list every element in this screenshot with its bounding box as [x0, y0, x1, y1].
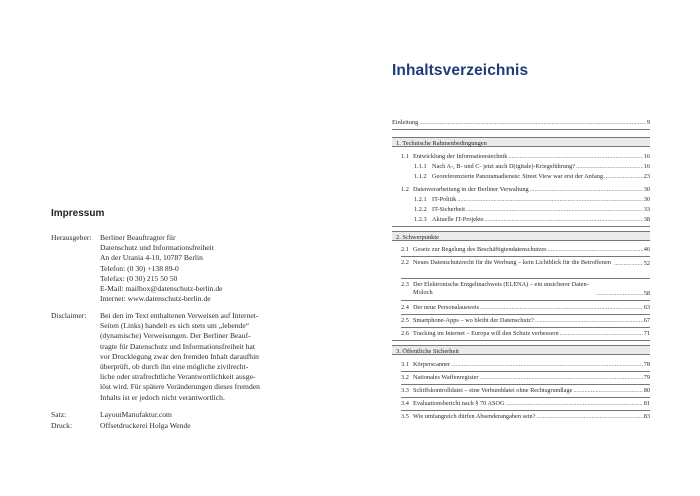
disclaimer-line: tragte für Datenschutz und Informationsfreiheit hat [100, 341, 255, 351]
toc-entry-page: 81 [643, 400, 650, 407]
toc-entry[interactable] [401, 246, 650, 254]
toc-entry-number: 1.2.3 [414, 216, 427, 223]
toc-entry-page: 58 [643, 289, 650, 297]
toc-entry-page: 52 [643, 259, 650, 267]
toc-entry-number: 2.3 [401, 281, 409, 288]
toc-entry-page: 83 [643, 413, 650, 420]
toc-entry-text: Körperscanner [413, 361, 451, 368]
toc-entry-text: Smartphone-Apps – wo bleibt der Datenschutz? [413, 317, 534, 324]
toc-entry[interactable] [414, 216, 650, 224]
toc-entry-number: 1.2 [401, 186, 409, 193]
publisher-block [51, 233, 291, 305]
dot-leader [537, 413, 643, 421]
toc-entry-text: IT-Politik [432, 196, 457, 203]
divider [401, 327, 650, 328]
section-heading-text: 1. Technische Rahmenbedingungen [396, 139, 487, 147]
toc-entry[interactable] [401, 281, 650, 297]
dot-leader [419, 119, 646, 127]
typesetting-value: LayoutManufaktur.com [100, 410, 172, 419]
toc-entry-number: 2.1 [401, 246, 409, 253]
disclaimer-text [100, 311, 300, 403]
dot-leader [485, 216, 643, 224]
toc-entry-text: Nach A-, B- und C- jetzt auch D(igitale)-Kriegsführung? [432, 163, 576, 170]
toc-section-heading [392, 137, 650, 147]
toc-entry-text: Evaluationsbericht nach § 70 ASOG [413, 400, 505, 407]
section-heading-text: 3. Öffentliche Sicherheit [396, 347, 459, 355]
toc-entry[interactable] [401, 361, 650, 369]
printing-label: Druck: [51, 421, 73, 430]
toc-entry-page: 9 [646, 119, 650, 126]
toc-entry-number: 2.5 [401, 317, 409, 324]
toc-entry-page: 80 [643, 387, 650, 394]
toc-entry-number: 3.5 [401, 413, 409, 420]
toc-entry-text: Entwicklung der Informationstechnik [413, 153, 508, 160]
printing-block [51, 421, 291, 432]
dot-leader [548, 246, 643, 254]
toc-entry[interactable] [401, 186, 650, 194]
toc-entry-text: Der neue Personalausweis [413, 304, 480, 311]
publisher-line: Telefon: (0 30) +138 89-0 [100, 263, 179, 273]
impressum-heading: Impressum [51, 208, 105, 219]
toc-entry-text: Nationales Waffenregister [413, 374, 479, 381]
typesetting-label: Satz: [51, 410, 67, 419]
section-heading-text: 2. Schwerpunkte [396, 233, 439, 241]
toc-entry-text: Schiffskontrolldatei – eine Verbunddatei ohne Rechtsgrundlage [413, 387, 573, 394]
dot-leader [480, 304, 643, 312]
divider [392, 226, 650, 227]
disclaimer-line: Seiten (Links) handelt es sich stets um „lebende“ [100, 321, 250, 331]
publisher-line: Berliner Beauftragter für [100, 233, 176, 242]
toc-entry-number: 1.1.1 [414, 163, 427, 170]
dot-leader [508, 153, 642, 161]
publisher-line: Telefax: (0 30) 215 50 50 [100, 273, 178, 283]
toc-entry[interactable] [414, 196, 650, 204]
toc-entry-text: Gesetz zur Regelung des Beschäftigtendatenschutzes [413, 246, 547, 253]
toc-entry-page: 78 [643, 361, 650, 368]
divider [401, 278, 650, 279]
toc-section-heading [392, 345, 650, 355]
toc-entry-page: 67 [643, 317, 650, 324]
publisher-line: E-Mail: mailbox@datenschutz-berlin.de [100, 284, 223, 294]
disclaimer-label: Disclaimer: [51, 311, 87, 320]
toc-entry-number: 2.2 [401, 259, 409, 266]
dot-leader [457, 196, 642, 204]
toc-entry-number: 3.2 [401, 374, 409, 381]
toc-entry-number: 1.1.2 [414, 173, 427, 180]
toc-entry-number: 2.6 [401, 330, 409, 337]
toc-entry-number: 1.2.2 [414, 206, 427, 213]
disclaimer-line: (dynamische) Verweisungen. Der Berliner Beauf- [100, 331, 251, 341]
divider [401, 397, 650, 398]
dot-leader [506, 400, 643, 408]
dot-leader [573, 387, 642, 395]
publisher-line: Internet: www.datenschutz-berlin.de [100, 294, 211, 304]
toc-entry-page: 16 [643, 153, 650, 160]
toc-entry-text: Aktuelle IT-Projekte [432, 216, 484, 223]
toc-entry-page: 63 [643, 304, 650, 311]
toc-entry-text: Einleitung [392, 119, 419, 126]
divider [401, 410, 650, 411]
toc-entry-page: 16 [643, 163, 650, 170]
dot-leader [535, 317, 643, 325]
toc-entry-text: IT-Sicherheit [432, 206, 465, 213]
dot-leader [451, 361, 643, 369]
publisher-label: Herausgeber: [51, 233, 92, 242]
divider [401, 371, 650, 372]
toc-entry-page: 46 [643, 246, 650, 253]
publisher-line: An der Urania 4-10, 10787 Berlin [100, 253, 203, 263]
divider [401, 256, 650, 257]
toc-entry-page: 30 [643, 196, 650, 203]
toc-entry[interactable] [401, 413, 650, 421]
divider [401, 314, 650, 315]
toc-entry-number: 3.1 [401, 361, 409, 368]
toc-entry[interactable] [414, 173, 650, 181]
disclaimer-block [51, 311, 291, 403]
publisher-details [100, 233, 300, 304]
toc-title: Inhaltsverzeichnis [392, 62, 529, 79]
dot-leader [466, 206, 643, 214]
toc-entry[interactable] [401, 259, 650, 267]
typesetting-block [51, 410, 291, 421]
toc-entry-page: 79 [643, 374, 650, 381]
disclaimer-line: vor Drucklegung zwar den fremden Inhalt daraufhin [100, 351, 259, 361]
toc-entry-text: Wie umfangreich dürfen Absenderangaben sein? [413, 413, 536, 420]
dot-leader [480, 374, 643, 382]
divider [392, 129, 650, 130]
toc-entry[interactable] [401, 400, 650, 408]
dot-leader [560, 330, 643, 338]
toc-entry-text: Georeferenzierte Panoramadienste: Street View war erst der Anfang [432, 173, 604, 180]
toc-entry[interactable] [414, 206, 650, 214]
dot-leader [614, 260, 643, 268]
toc-entry[interactable] [414, 163, 650, 171]
dot-leader [576, 163, 643, 171]
toc-entry[interactable] [401, 304, 650, 312]
toc-entry-page: 33 [643, 206, 650, 213]
toc-entry-number: 1.2.1 [414, 196, 427, 203]
toc-entry-number: 2.4 [401, 304, 409, 311]
toc-entry-page: 23 [643, 173, 650, 180]
toc-entry-page: 38 [643, 216, 650, 223]
toc-entry-number: 3.4 [401, 400, 409, 407]
dot-leader [596, 290, 643, 298]
disclaimer-line: Inhalts ist er jedoch nicht verantwortlich. [100, 392, 225, 402]
toc-entry[interactable] [401, 153, 650, 161]
toc-entry-text: Datenverarbeitung in der Berliner Verwaltung [413, 186, 529, 193]
toc-entry-number: 1.1 [401, 153, 409, 160]
disclaimer-line: überprüft, ob durch ihn eine mögliche zivilrecht- [100, 362, 249, 372]
toc-entry-text: Tracking im Internet – Europa will den Schutz verbessern [413, 330, 559, 337]
toc-section-heading [392, 231, 650, 241]
toc-entry-number: 3.3 [401, 387, 409, 394]
toc-entry[interactable] [401, 317, 650, 325]
disclaimer-line: liche oder strafrechtliche Verantwortlichkeit ausge- [100, 372, 256, 382]
divider [392, 340, 650, 341]
toc-entry-text: Der Elektronische Entgeltnachweis (ELENA) – ein unsicherer Daten-Moloch [413, 281, 589, 297]
toc-entry[interactable] [401, 374, 650, 382]
dot-leader [530, 186, 643, 194]
toc-entry[interactable] [401, 387, 650, 395]
publisher-line: Datenschutz und Informationsfreiheit [100, 243, 214, 253]
toc-entry-introduction[interactable] [392, 119, 650, 127]
printing-value: Offsetdruckerei Holga Wende [100, 421, 191, 430]
toc-entry-page: 30 [643, 186, 650, 193]
disclaimer-line: Bei den im Text enthaltenen Verweisen auf Internet- [100, 311, 259, 320]
toc-entry[interactable] [401, 330, 650, 338]
dot-leader [604, 173, 643, 181]
divider [401, 300, 650, 301]
toc-entry-page: 71 [643, 330, 650, 337]
divider [401, 384, 650, 385]
disclaimer-line: löst wird. Für spätere Veränderungen dieses fremden [100, 382, 260, 392]
toc-entry-text: Neues Datenschutzrecht für die Werbung – kein Lichtblick für die Betroffenen [413, 259, 611, 266]
